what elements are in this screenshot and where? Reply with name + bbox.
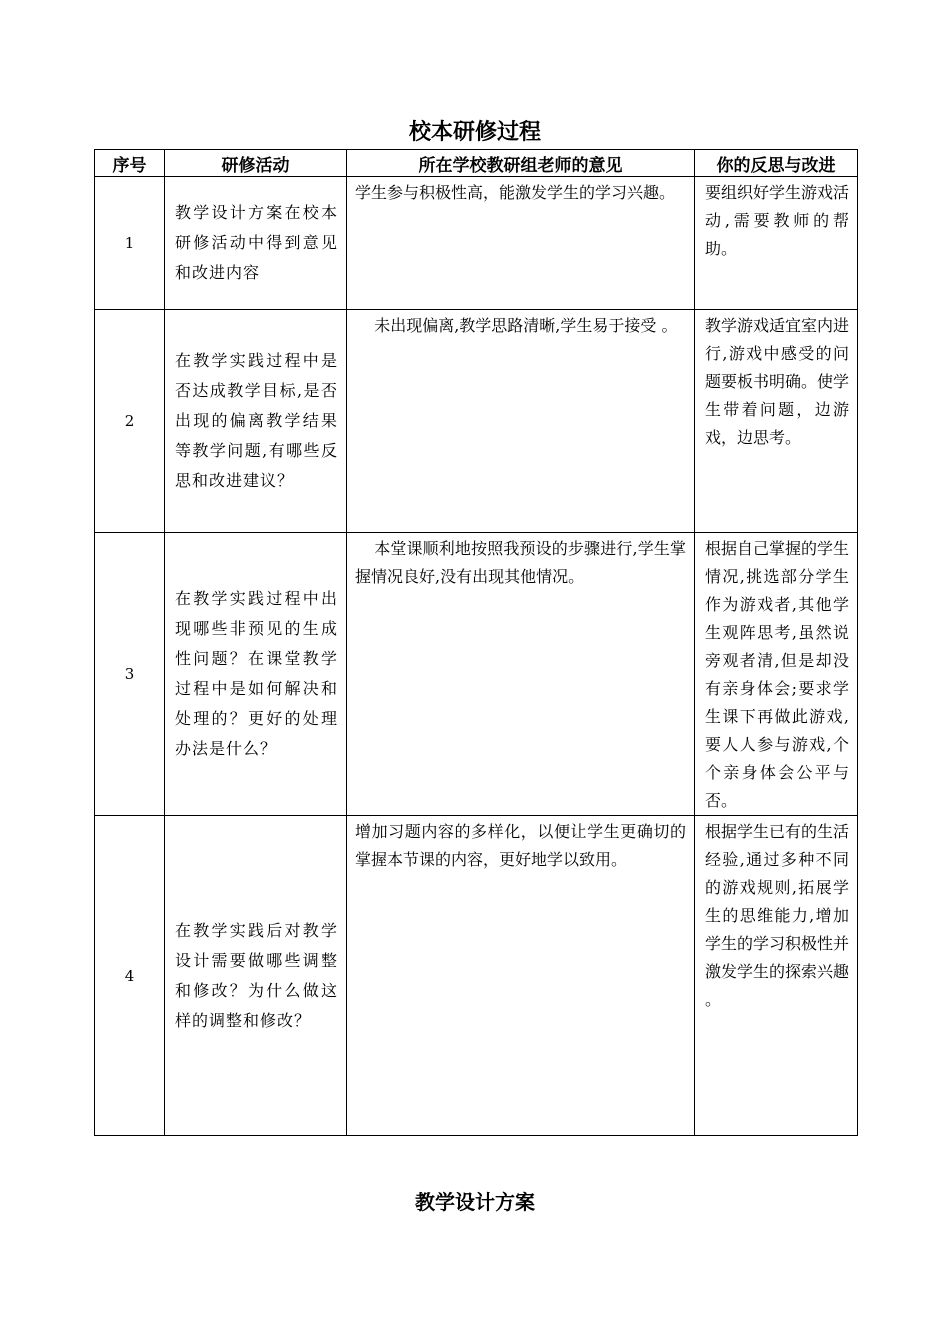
header-activity: 研修活动: [165, 150, 347, 177]
row-opinion: 增加习题内容的多样化，以便让学生更确切的掌握本节课的内容，更好地学以致用。: [347, 816, 695, 1136]
row-reflection: 要组织好学生游戏活动,需要教师的帮助。: [695, 177, 858, 310]
row-activity: 在教学实践过程中出现哪些非预见的生成性问题？在课堂教学过程中是如何解决和处理的？更好的处理办法是什么？: [165, 533, 347, 816]
table-row: [95, 533, 858, 816]
row-num: 2: [95, 310, 165, 533]
row-num: 4: [95, 816, 165, 1136]
row-activity: 在教学实践过程中是否达成教学目标,是否出现的偏离教学结果等教学问题,有哪些反思和改进建议？: [165, 310, 347, 533]
row-reflection: 根据学生已有的生活经验,通过多种不同的游戏规则,拓展学生的思维能力,增加学生的学习积极性并激发学生的探索兴趣 。: [695, 816, 858, 1136]
row-num: 3: [95, 533, 165, 816]
row-activity: 在教学实践后对教学设计需要做哪些调整和修改？为什么做这样的调整和修改？: [165, 816, 347, 1136]
header-opinion: 所在学校教研组老师的意见: [347, 150, 695, 177]
row-reflection: 根据自己掌握的学生情况,挑选部分学生作为游戏者,其他学生观阵思考,虽然说旁观者清,但是却没有亲身体会;要求学生课下再做此游戏,要人人参与游戏,个个亲身体会公平与否。: [695, 533, 858, 816]
table-header-row: [95, 150, 858, 177]
section-title: 教学设计方案: [415, 1190, 535, 1214]
research-process-table: [94, 149, 858, 1136]
row-opinion: 本堂课顺利地按照我预设的步骤进行,学生掌握情况良好,没有出现其他情况。: [347, 533, 695, 816]
row-opinion: 未出现偏离,教学思路清晰,学生易于接受 。: [347, 310, 695, 533]
row-activity: 教学设计方案在校本研修活动中得到意见和改进内容: [165, 177, 347, 310]
header-reflection: 你的反思与改进: [695, 150, 858, 177]
table-row: [95, 177, 858, 310]
row-opinion: 学生参与积极性高，能激发学生的学习兴趣。: [347, 177, 695, 310]
table-row: [95, 816, 858, 1136]
page-title: 校本研修过程: [408, 120, 541, 145]
row-reflection: 教学游戏适宜室内进行,游戏中感受的问题要板书明确。使学生带着问题，边游戏，边思考。: [695, 310, 858, 533]
header-num: 序号: [95, 150, 165, 177]
row-num: 1: [95, 177, 165, 310]
table-row: [95, 310, 858, 533]
